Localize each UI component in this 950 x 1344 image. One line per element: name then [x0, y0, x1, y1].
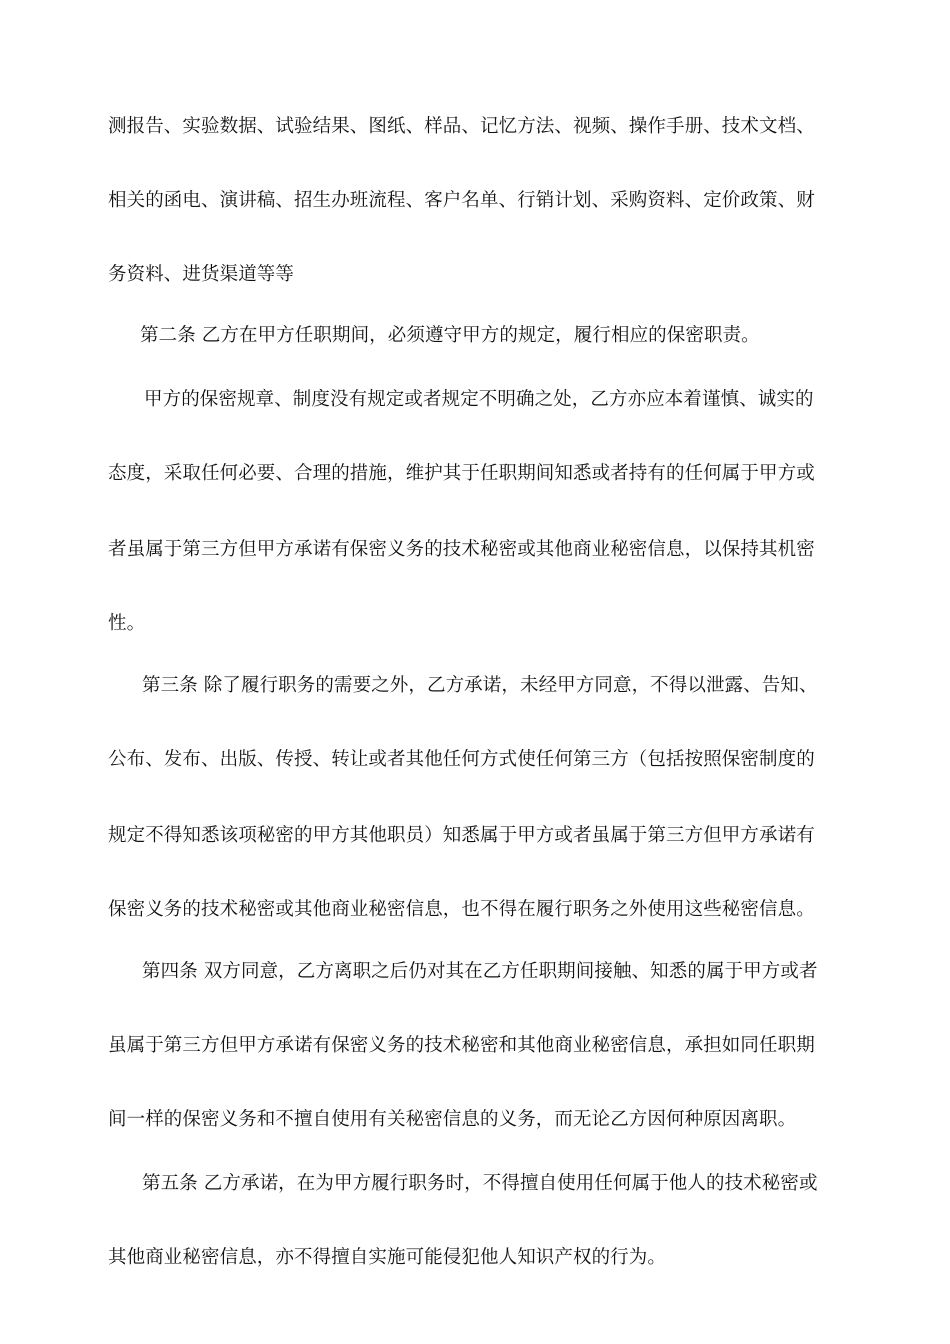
text-line: 公布、发布、出版、传授、转让或者其他任何方式使任何第三方（包括按照保密制度的: [108, 749, 815, 770]
text-line: 态度，采取任何必要、合理的措施，维护其于任职期间知悉或者持有的任何属于甲方或: [108, 463, 815, 484]
text-line: 保密义务的技术秘密或其他商业秘密信息，也不得在履行职务之外使用这些秘密信息。: [108, 899, 815, 920]
text-line: 间一样的保密义务和不擅自使用有关秘密信息的义务，而无论乙方因何种原因离职。: [108, 1109, 797, 1130]
text-line: 规定不得知悉该项秘密的甲方其他职员）知悉属于甲方或者虽属于第三方但甲方承诺有: [108, 825, 815, 846]
text-line: 者虽属于第三方但甲方承诺有保密义务的技术秘密或其他商业秘密信息，以保持其机密: [108, 539, 815, 560]
text-line: 其他商业秘密信息，亦不得擅自实施可能侵犯他人知识产权的行为。: [108, 1247, 667, 1268]
text-line: 务资料、进货渠道等等: [108, 264, 295, 285]
text-line: 第二条 乙方在甲方任职期间，必须遵守甲方的规定，履行相应的保密职责。: [140, 325, 760, 346]
text-line: 相关的函电、演讲稿、招生办班流程、客户名单、行销计划、采购资料、定价政策、财: [108, 190, 815, 211]
text-line: 第四条 双方同意，乙方离职之后仍对其在乙方任职期间接触、知悉的属于甲方或者: [142, 961, 818, 982]
text-line: 第三条 除了履行职务的需要之外，乙方承诺，未经甲方同意，不得以泄露、告知、: [142, 675, 818, 696]
text-line: 甲方的保密规章、制度没有规定或者规定不明确之处，乙方亦应本着谨慎、诚实的: [144, 389, 814, 410]
text-line: 虽属于第三方但甲方承诺有保密义务的技术秘密和其他商业秘密信息，承担如同任职期: [108, 1035, 815, 1056]
text-line: 性。: [108, 613, 146, 634]
text-line: 测报告、实验数据、试验结果、图纸、样品、记忆方法、视频、操作手册、技术文档、: [108, 116, 815, 137]
text-line: 第五条 乙方承诺，在为甲方履行职务时，不得擅自使用任何属于他人的技术秘密或: [142, 1173, 818, 1194]
